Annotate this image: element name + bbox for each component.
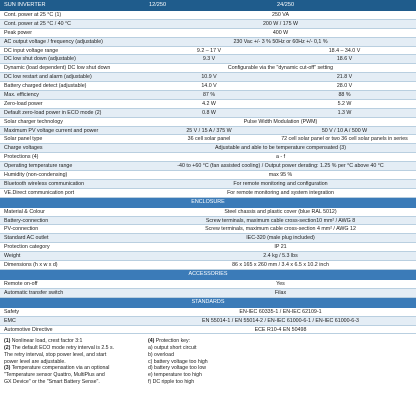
spec-value: Adjustable and able to be temperature compensated (3) xyxy=(214,145,347,152)
spec-row xyxy=(0,144,416,153)
spec-value-12-250: 87 % xyxy=(202,92,216,99)
footnote-text: Nonlinear load, crest factor 3:1 xyxy=(10,338,83,345)
footnote-text: GX Device" or the "Smart Battery Sense". xyxy=(4,378,100,385)
spec-label: Default zero-load power in ECO mode (2) xyxy=(4,109,102,116)
spec-value: EN-IEC 60335-1 / EN-IEC 62109-1 xyxy=(239,308,322,315)
spec-row xyxy=(0,135,416,144)
footnote-number: (3) xyxy=(4,365,11,372)
spec-row xyxy=(0,189,416,198)
spec-label: Automotive Directive xyxy=(4,326,53,333)
spec-row xyxy=(0,208,416,217)
footnote-line xyxy=(148,359,308,366)
spec-label: Humidity (non-condensing) xyxy=(4,172,68,179)
spec-value: Steel chassis and plastic cover (blue RAL 5012) xyxy=(224,208,337,215)
header-product: SUN INVERTER xyxy=(4,2,46,8)
footnotes-right xyxy=(144,338,308,385)
spec-value-12-250: 4.2 W xyxy=(202,100,216,107)
spec-value-24-250: 1.3 W xyxy=(337,109,352,116)
spec-value: Filax xyxy=(274,289,287,296)
spec-label: Battery charged detect (adjustable) xyxy=(4,83,87,90)
spec-value: 86 x 165 x 260 mm / 3.4 x 6.5 x 10.2 inch xyxy=(232,262,329,269)
spec-value-12-250: 10.9 V xyxy=(201,74,217,81)
spec-value-24-250: 50 V / 10 A / 500 W xyxy=(321,127,368,134)
spec-value: For remote monitoring and system integration xyxy=(227,189,334,196)
spec-row xyxy=(0,280,416,289)
spec-label: Weight xyxy=(4,253,21,260)
spec-value: max 95 % xyxy=(268,172,293,179)
spec-label: Cont. power at 25 °C / 40 °C xyxy=(4,20,71,27)
spec-label: Protection category xyxy=(4,244,50,251)
spec-value: a - f xyxy=(275,154,286,161)
footnote-line xyxy=(4,365,144,372)
spec-value-24-250: 88 % xyxy=(338,92,351,99)
footnote-number: (4) xyxy=(148,338,155,345)
footnotes xyxy=(0,334,416,385)
footnote-text: Protection key: xyxy=(154,338,191,345)
spec-row xyxy=(0,109,416,118)
spec-label: Zero-load power xyxy=(4,100,43,107)
spec-label: Maximum PV voltage current and power xyxy=(4,127,99,134)
spec-row xyxy=(0,217,416,226)
footnote-line xyxy=(4,359,144,366)
spec-label: Automatic transfer switch xyxy=(4,289,64,296)
footnote-text: a) output short circuit xyxy=(148,345,197,352)
spec-label: Charge voltages xyxy=(4,145,43,152)
spec-row xyxy=(0,100,416,109)
spec-row xyxy=(0,47,416,56)
footnote-text: power level are adjustable. xyxy=(4,358,66,365)
spec-table-main xyxy=(0,11,416,198)
spec-row xyxy=(0,82,416,91)
footnote-text: f) DC ripple too high xyxy=(148,378,195,385)
section-standards-title: STANDARDS xyxy=(0,298,416,308)
table-header xyxy=(0,0,416,11)
spec-value: Pulse Width Modulation (PWM) xyxy=(243,118,318,125)
spec-value-12-250: 9.2 – 17 V xyxy=(196,47,222,54)
spec-label: Dimensions (h x w x d) xyxy=(4,262,58,269)
section-enclosure-title: ENCLOSURE xyxy=(0,198,416,208)
spec-label: Remote on-off xyxy=(4,280,38,287)
section-accessories-title: ACCESSORIES xyxy=(0,270,416,280)
spec-label: EMC xyxy=(4,317,16,324)
spec-row xyxy=(0,326,416,335)
spec-value: Yes xyxy=(276,280,285,287)
spec-row xyxy=(0,162,416,171)
footnote-text: The retry interval, stop power level, and start xyxy=(4,351,107,358)
footnote-number: (1) xyxy=(4,338,11,345)
spec-value-24-250: 5.2 W xyxy=(337,100,352,107)
spec-value: 250 VA xyxy=(272,12,289,18)
spec-value: EN 55014-1 / EN 55014-2 / EN-IEC 61000-6-1 / EN-IEC 61000-6-3 xyxy=(202,317,359,324)
spec-row xyxy=(0,317,416,326)
spec-row xyxy=(0,29,416,38)
spec-row xyxy=(0,308,416,317)
footnote-line xyxy=(4,352,144,359)
spec-value-24-250: 21.8 V xyxy=(336,74,353,81)
footnote-line xyxy=(148,352,308,359)
spec-row xyxy=(0,91,416,100)
spec-label: Max. efficiency xyxy=(4,92,39,99)
spec-value: -40 to +60 °C (fan assisted cooling) / Output power derating: 1.25 % per °C above 40 °C xyxy=(177,163,384,170)
spec-row xyxy=(0,20,416,29)
spec-value: 400 W xyxy=(272,29,289,36)
spec-value: Screw terminals, maximum cable cross-section10 mm² / AWG 8 xyxy=(205,217,356,224)
spec-table-accessories xyxy=(0,280,416,298)
spec-row xyxy=(0,289,416,298)
footnote-line xyxy=(148,379,308,386)
spec-value-24-250: 72 cell solar panel or two 36 cell solar panels in series xyxy=(281,136,408,143)
spec-label: Peak power xyxy=(4,29,32,36)
spec-label: AC output voltage / frequency (adjustable) xyxy=(4,38,103,45)
spec-label: DC low restart and alarm (adjustable) xyxy=(4,74,92,81)
spec-table-enclosure xyxy=(0,208,416,270)
spec-label: PV-connection xyxy=(4,226,39,233)
spec-label: Cont. power at 25 °C (1) xyxy=(4,12,62,18)
footnote-line xyxy=(4,345,144,352)
spec-table-standards xyxy=(0,308,416,335)
footnote-line xyxy=(4,379,144,386)
spec-value: Configurable via the "dynamic cut-off" setting xyxy=(227,65,334,72)
spec-value-12-250: 14.0 V xyxy=(201,83,217,90)
spec-row xyxy=(0,73,416,82)
spec-row xyxy=(0,180,416,189)
spec-row xyxy=(0,55,416,64)
spec-row xyxy=(0,243,416,252)
spec-row xyxy=(0,64,416,73)
spec-label: Material & Colour xyxy=(4,208,45,215)
spec-label: Safety xyxy=(4,308,20,315)
spec-value-12-250: 9.3 V xyxy=(202,56,216,63)
spec-row xyxy=(0,11,416,20)
spec-value: IP 21 xyxy=(274,244,287,251)
footnote-line xyxy=(148,338,308,345)
header-model-24-250: 24/250 xyxy=(277,2,295,8)
spec-value: 2.4 kg / 5.3 lbs xyxy=(263,253,298,260)
footnote-text: d) battery voltage too low xyxy=(148,365,206,372)
footnote-text: The default ECO mode retry interval is 2.5 s. xyxy=(10,345,115,352)
footnote-line xyxy=(148,345,308,352)
spec-value: ECE R10-4 EN 50498 xyxy=(254,326,307,333)
footnote-text: b) overload xyxy=(148,351,174,358)
footnote-line xyxy=(4,338,144,345)
footnote-text: e) temperature too high xyxy=(148,371,202,378)
spec-value: For remote monitoring and configuration xyxy=(233,180,328,187)
spec-row xyxy=(0,171,416,180)
footnote-text: "Temperature sensor Quattro, MultiPlus and xyxy=(4,371,105,378)
spec-label: Solar charger technology xyxy=(4,118,63,125)
spec-value-24-250: 18.4 – 34.0 V xyxy=(328,47,361,54)
spec-label: Dynamic (load dependent) DC low shut down xyxy=(4,65,111,72)
spec-label: Battery-connection xyxy=(4,217,49,224)
spec-label: Operating temperature range xyxy=(4,163,73,170)
spec-row xyxy=(0,127,416,136)
spec-label: DC input voltage range xyxy=(4,47,59,54)
spec-row xyxy=(0,38,416,47)
header-model-12-250: 12/250 xyxy=(149,2,167,8)
spec-row xyxy=(0,225,416,234)
spec-row xyxy=(0,234,416,243)
spec-label: VE.Direct communication port xyxy=(4,189,75,196)
spec-value: 230 Vac +/- 3 % 50Hz or 60Hz +/- 0,1 % xyxy=(233,38,328,45)
footnote-line xyxy=(4,372,144,379)
footnote-line xyxy=(148,372,308,379)
spec-value-12-250: 0.8 W xyxy=(202,109,216,116)
spec-label: Protections (4) xyxy=(4,154,39,161)
spec-label: Solar panel type xyxy=(4,136,43,143)
footnote-number: (2) xyxy=(4,345,11,352)
spec-row xyxy=(0,261,416,270)
spec-value: IEC-320 (male plug included) xyxy=(246,235,315,242)
spec-row xyxy=(0,153,416,162)
footnote-text: c) battery voltage too high xyxy=(148,358,208,365)
spec-value: Screw terminals, maximum cable cross-section 4 mm² / AWG 12 xyxy=(205,226,356,233)
footnotes-left xyxy=(4,338,144,385)
spec-label: Bluetooth wireless communication xyxy=(4,180,85,187)
spec-value-12-250: 25 V / 15 A / 375 W xyxy=(186,127,232,134)
spec-row xyxy=(0,118,416,127)
spec-value-24-250: 18.6 V xyxy=(336,56,353,63)
spec-label: DC low shut down (adjustable) xyxy=(4,56,76,63)
footnote-text: Temperature compensation via an optional xyxy=(10,365,110,372)
spec-value-24-250: 28.0 V xyxy=(336,83,353,90)
spec-value-12-250: 36 cell solar panel xyxy=(187,136,231,143)
spec-value: 200 W / 175 W xyxy=(262,20,299,27)
spec-label: Standard AC outlet xyxy=(4,235,49,242)
footnote-line xyxy=(148,365,308,372)
spec-row xyxy=(0,252,416,261)
